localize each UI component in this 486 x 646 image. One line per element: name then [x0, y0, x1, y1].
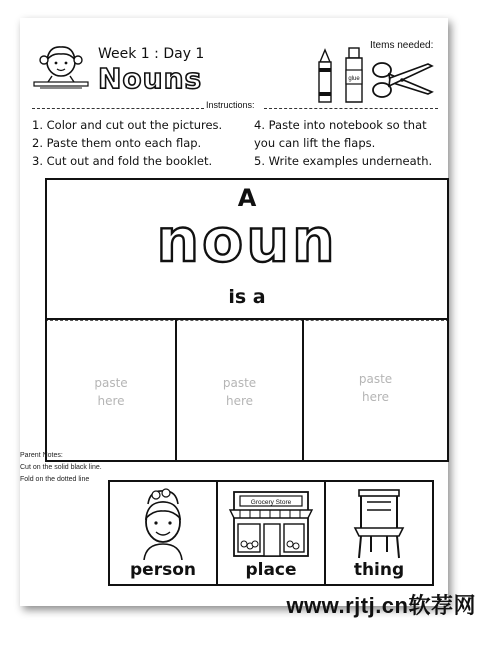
step-4: 4. Paste into notebook so that [254, 118, 427, 132]
page-title: Nouns [98, 62, 203, 95]
step-2: 2. Paste them onto each flap. [32, 136, 202, 150]
step-1: 1. Color and cut out the pictures. [32, 118, 223, 132]
crayon-icon [314, 48, 336, 104]
watermark: www.rjtj.cn软荐网 [286, 593, 476, 618]
paste-here-label: paste [358, 372, 393, 386]
grocery-store-icon [226, 488, 316, 560]
week-day-label: Week 1 : Day 1 [98, 46, 205, 62]
flap-person [45, 320, 177, 462]
instructions-rule-right [264, 108, 438, 109]
paste-here-label: paste [94, 376, 128, 390]
worksheet-page [20, 18, 448, 606]
paste-here-label: here [225, 394, 254, 408]
card-place [216, 480, 326, 586]
glue-stick-icon [342, 46, 366, 104]
items-needed-label: Items needed: [370, 40, 434, 51]
is-a-text: is a [228, 286, 266, 308]
card-label-person: person [130, 560, 196, 580]
card-label-thing: thing [353, 560, 405, 580]
glue-label: glue [348, 76, 360, 82]
step-4-continued: you can lift the flaps. [254, 136, 376, 150]
parent-notes [20, 450, 102, 486]
instructions-rule-left [32, 108, 204, 109]
step-3: 3. Cut out and fold the booklet. [32, 154, 213, 168]
card-label-place: place [245, 560, 297, 580]
paste-here-label: here [97, 394, 125, 408]
paste-here-label: paste [222, 376, 257, 390]
flap-thing [302, 320, 449, 462]
store-sign: Grocery Store [250, 499, 292, 506]
paste-here-label: here [361, 390, 390, 404]
girl-drawing-icon [32, 38, 90, 96]
parent-notes-title: Parent Notes: [20, 452, 63, 459]
person-icon [132, 488, 194, 560]
parent-notes-line-2: Fold on the dotted line [20, 476, 90, 483]
card-thing [324, 480, 434, 586]
scissors-icon [370, 58, 436, 102]
flap-place [175, 320, 304, 462]
noun-heading: noun [156, 206, 338, 276]
booklet-cover [45, 178, 449, 320]
instructions-label: Instructions: [206, 100, 255, 110]
parent-notes-line-1: Cut on the solid black line. [20, 464, 102, 471]
chair-icon [349, 488, 409, 560]
card-person [108, 480, 218, 586]
article-a: A [237, 184, 257, 212]
step-5: 5. Write examples underneath. [254, 154, 433, 168]
